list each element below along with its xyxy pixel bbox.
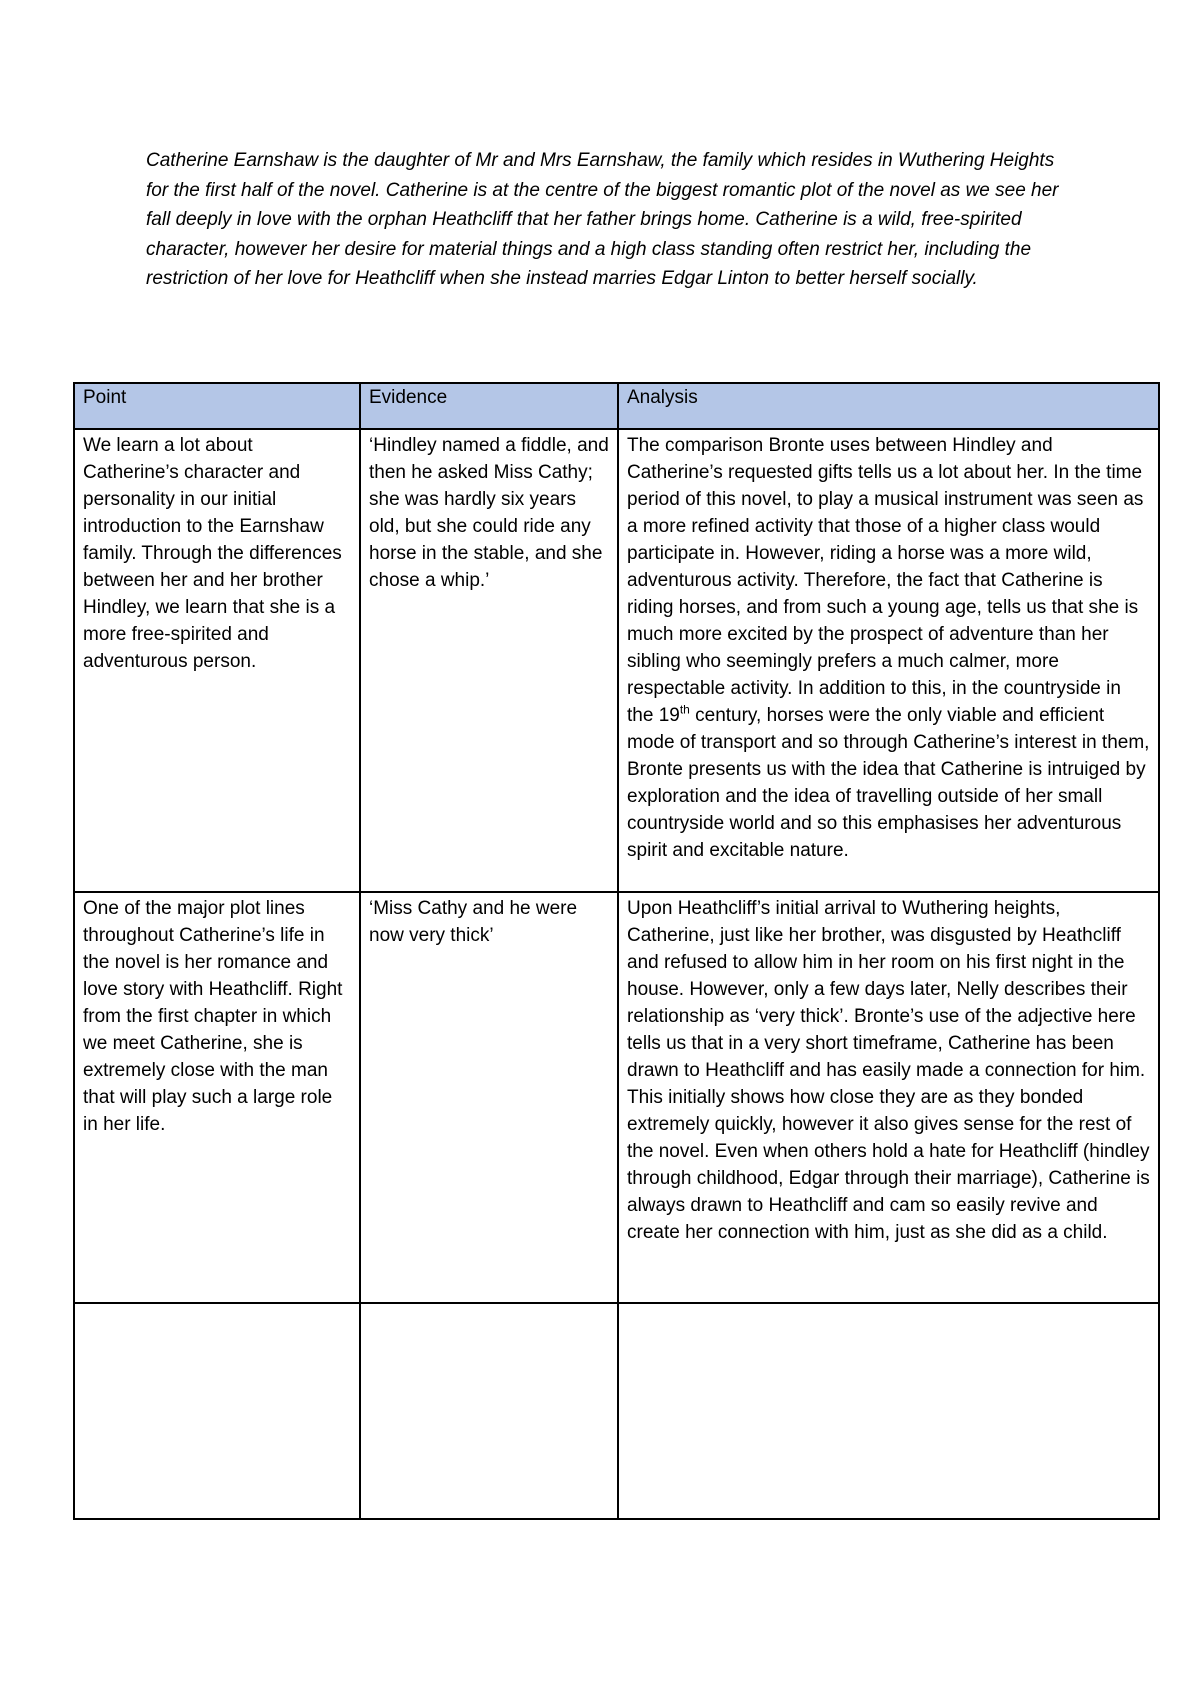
evidence-cell: ‘Miss Cathy and he were now very thick’ [360,892,618,1303]
table-row-empty [74,1303,1159,1519]
header-evidence: Evidence [360,383,618,429]
header-analysis: Analysis [618,383,1159,429]
ordinal-suffix: th [679,702,690,717]
evidence-cell: ‘Hindley named a fiddle, and then he asked Miss Cathy; she was hardly six years old, but she could ride any horse in the stable, and she chose a whip.’ [360,429,618,892]
analysis-cell [618,429,1159,892]
header-point: Point [74,383,360,429]
point-cell [74,1303,360,1519]
evidence-cell [360,1303,618,1519]
analysis-text: The comparison Bronte uses between Hindley and Catherine’s requested gifts tells us a lot about her. In the time period of this novel, to play a musical instrument was seen as a more refined activity that those of a higher class would participate in. However, riding a horse was a more wild, adventurous activity. Therefore, the fact that Catherine is riding horses, and from such a young age, tells us that she is much more excited by the prospect of adventure than her sibling who seemingly prefers a much calmer, more respectable activity. In addition to this, in the countryside in the 19 [627,435,1144,726]
table-header-row [74,383,1159,429]
analysis-text-continued: century, horses were the only viable and efficient mode of transport and so through Catherine’s interest in them, Bronte presents us with the idea that Catherine is intruiged by exploration and the idea of travelling outside of her small countryside world and so this emphasises her adventurous spirit and excitable nature. [627,705,1150,861]
table-row [74,429,1159,892]
point-cell: We learn a lot about Catherine’s character and personality in our initial introduction to the Earnshaw family. Through the differences between her and her brother Hindley, we learn that she is a more free-spirited and adventurous person. [74,429,360,892]
table-row [74,892,1159,1303]
analysis-cell [618,1303,1159,1519]
analysis-cell: Upon Heathcliff’s initial arrival to Wuthering heights, Catherine, just like her brother, was disgusted by Heathcliff and refused to allow him in her room on his first night in the house. However, only a few days later, Nelly describes their relationship as ‘very thick’. Bronte’s use of the adjective here tells us that in a very short timeframe, Catherine has been drawn to Heathcliff and has easily made a connection for him. This initially shows how close they are as they bonded extremely quickly, however it also gives sense for the rest of the novel. Even when others hold a hate for Heathcliff (hindley through childhood, Edgar through their marriage), Catherine is always drawn to Heathcliff and cam so easily revive and create her connection with him, just as she did as a child. [618,892,1159,1303]
intro-paragraph: Catherine Earnshaw is the daughter of Mr and Mrs Earnshaw, the family which resides in Wuthering Heights for the first half of the novel. Catherine is at the centre of the biggest romantic plot of the novel as we see her fall deeply in love with the orphan Heathcliff that her father brings home. Catherine is a wild, free-spirited character, however her desire for material things and a high class standing often restrict her, including the restriction of her love for Heathcliff when she instead marries Edgar Linton to better herself socially. [146,150,1059,289]
point-cell: One of the major plot lines throughout Catherine’s life in the novel is her romance and love story with Heathcliff. Right from the first chapter in which we meet Catherine, she is extremely close with the man that will play such a large role in her life. [74,892,360,1303]
pea-table [73,382,1160,1520]
